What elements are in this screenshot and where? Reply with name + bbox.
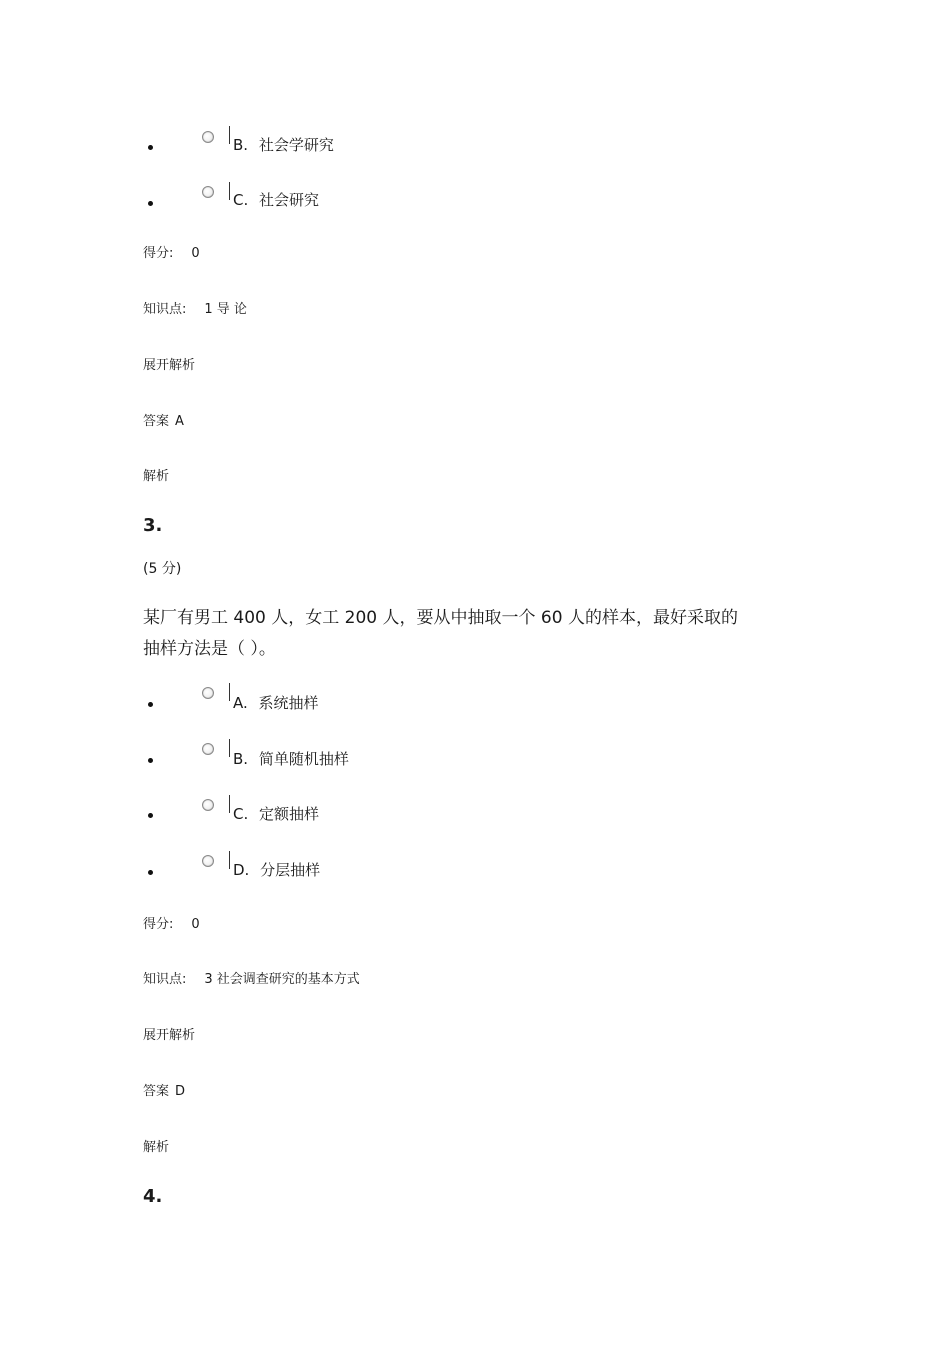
knowledge-row: [143, 302, 247, 318]
knowledge-row: [143, 972, 360, 988]
option-text: 社会研究: [259, 191, 320, 209]
question-text-line-1: 某厂有男工 400 人，女工 200 人，要从中抽取一个 60 人的样本，最好采取的: [143, 608, 738, 628]
list-bullet: [148, 702, 153, 707]
option-divider: [229, 182, 230, 200]
answer-value: D: [175, 1084, 186, 1099]
option-label: [233, 750, 349, 768]
option-text: 社会学研究: [258, 136, 334, 154]
option-divider: [229, 739, 230, 757]
radio-button[interactable]: [202, 186, 214, 198]
score-row: [143, 917, 200, 933]
option-text: 简单随机抽样: [258, 750, 349, 768]
radio-button[interactable]: [202, 743, 214, 755]
answer-label: 答案: [143, 1084, 170, 1099]
option-label: [233, 805, 319, 823]
knowledge-label: 知识点:: [143, 972, 187, 987]
question-number: 3.: [143, 515, 163, 536]
option-divider: [229, 126, 230, 144]
knowledge-value: 1 导 论: [204, 302, 247, 317]
option-label: [233, 136, 334, 154]
list-bullet: [148, 201, 153, 206]
analysis-label: 解析: [143, 469, 170, 484]
expand-analysis-link[interactable]: 展开解析: [143, 358, 196, 373]
question-number: 4.: [143, 1186, 163, 1207]
question-points: (5 分): [143, 561, 182, 577]
radio-button[interactable]: [202, 799, 214, 811]
option-letter: B.: [233, 750, 249, 768]
option-letter: C.: [233, 191, 249, 209]
option-label: [233, 861, 320, 879]
score-label: 得分:: [143, 246, 174, 261]
radio-button[interactable]: [202, 855, 214, 867]
knowledge-label: 知识点:: [143, 302, 187, 317]
answer-label: 答案: [143, 414, 170, 429]
expand-analysis-link[interactable]: 展开解析: [143, 1028, 196, 1043]
option-divider: [229, 851, 230, 869]
option-divider: [229, 795, 230, 813]
answer-value: A: [175, 414, 184, 429]
score-label: 得分:: [143, 917, 174, 932]
option-letter: C.: [233, 805, 249, 823]
option-divider: [229, 683, 230, 701]
option-letter: B.: [233, 136, 249, 154]
option-label: [233, 694, 319, 712]
score-value: 0: [191, 917, 200, 932]
radio-button[interactable]: [202, 131, 214, 143]
score-row: [143, 246, 200, 262]
list-bullet: [148, 813, 153, 818]
answer-row: [143, 414, 184, 430]
option-letter: A.: [233, 694, 248, 712]
knowledge-value: 3 社会调查研究的基本方式: [204, 972, 360, 987]
score-value: 0: [191, 246, 200, 261]
list-bullet: [148, 758, 153, 763]
option-text: 定额抽样: [259, 805, 320, 823]
option-label: [233, 191, 319, 209]
analysis-label: 解析: [143, 1140, 170, 1155]
option-text: 系统抽样: [258, 694, 319, 712]
option-text: 分层抽样: [260, 861, 321, 879]
list-bullet: [148, 870, 153, 875]
answer-row: [143, 1084, 185, 1100]
list-bullet: [148, 145, 153, 150]
question-text: [143, 603, 823, 665]
radio-button[interactable]: [202, 687, 214, 699]
option-letter: D.: [233, 861, 250, 879]
question-text-line-2: 抽样方法是（ ）。: [143, 639, 276, 659]
